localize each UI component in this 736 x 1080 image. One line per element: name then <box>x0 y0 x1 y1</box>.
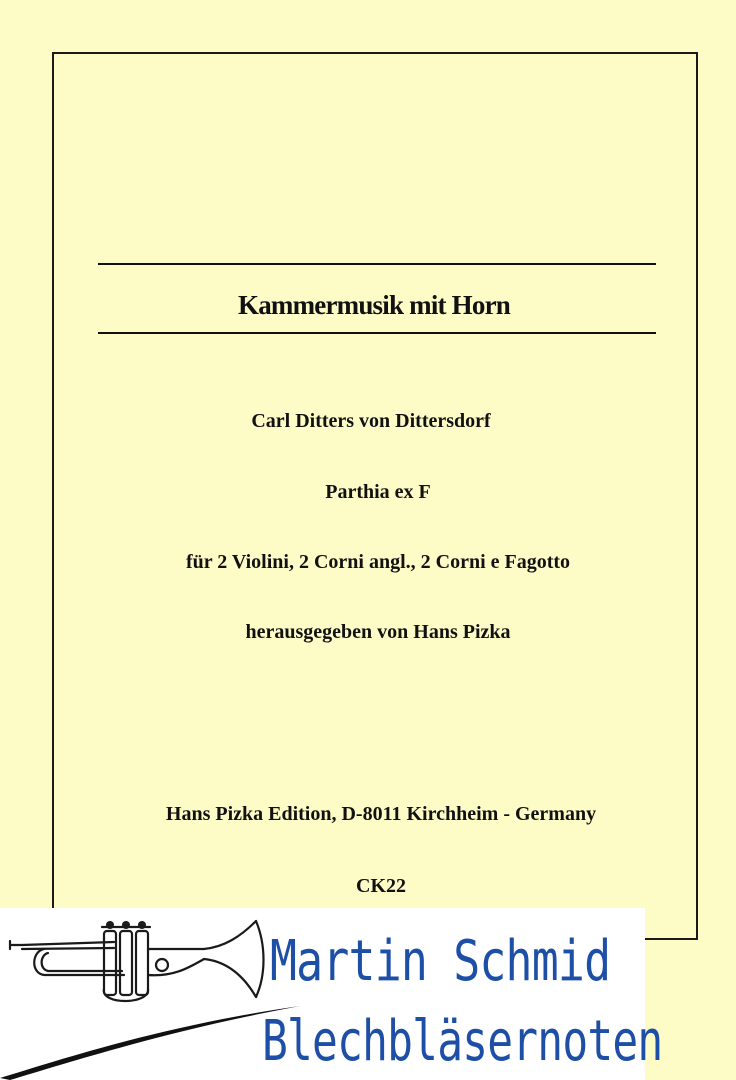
title-bottom-rule <box>98 332 656 334</box>
series-title: Kammermusik mit Horn <box>238 290 510 320</box>
editor-credit: herausgegeben von Hans Pizka <box>245 621 511 643</box>
work-title: Parthia ex F <box>325 481 431 503</box>
composer-name: Carl Ditters von Dittersdorf <box>251 410 491 432</box>
brand-name: Martin Schmid <box>270 929 611 994</box>
title-top-rule <box>98 263 656 265</box>
catalog-number: CK22 <box>356 875 406 897</box>
brand-subtitle: Blechbläsernoten <box>262 1009 663 1074</box>
instrumentation: für 2 Violini, 2 Corni angl., 2 Corni e Fagotto <box>185 551 571 573</box>
swoosh-decoration <box>0 1000 300 1080</box>
publisher-info: Hans Pizka Edition, D-8011 Kirchheim - Germany <box>165 803 597 825</box>
